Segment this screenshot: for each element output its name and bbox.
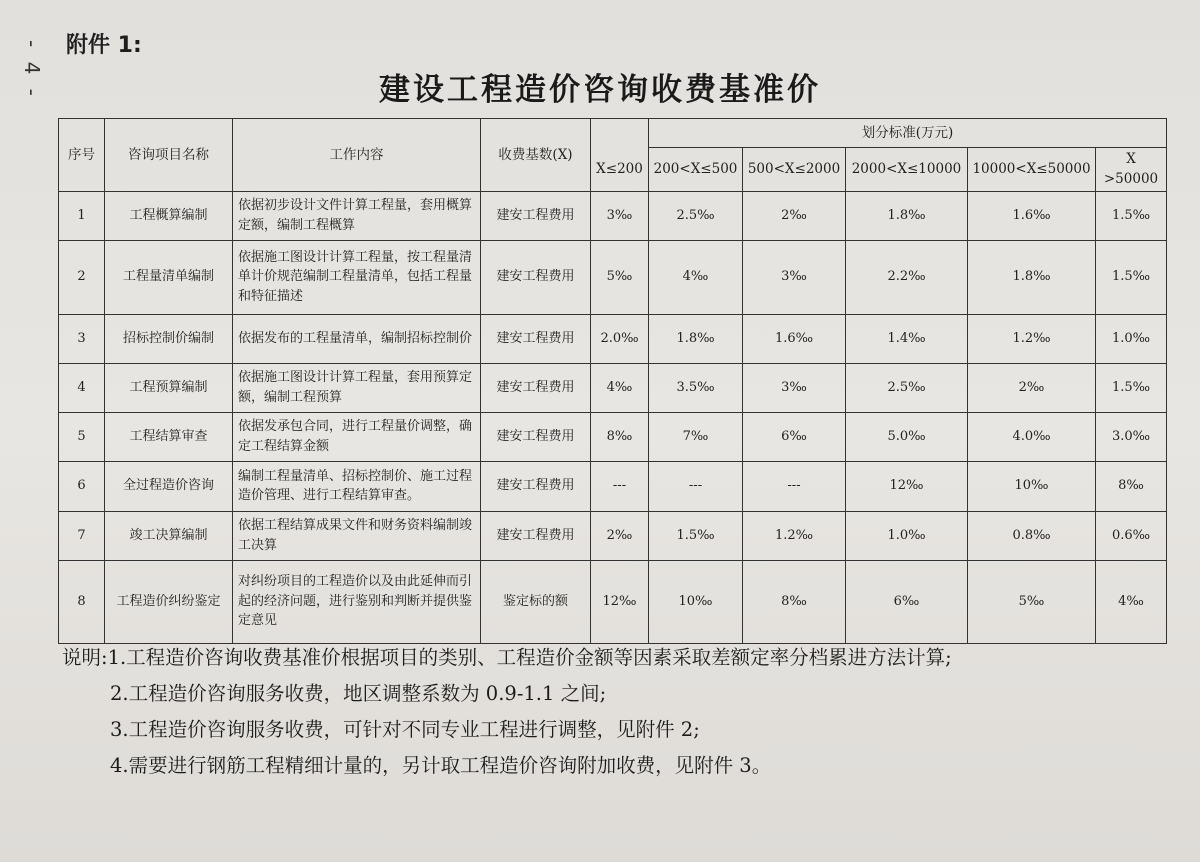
row-rate: 4‰ (591, 363, 649, 412)
row-rate: 1.4‰ (846, 314, 968, 363)
row-rate: 12‰ (591, 560, 649, 643)
note-item: 2.工程造价咨询服务收费，地区调整系数为 0.9-1.1 之间; (110, 682, 607, 705)
header-range: 2000<X≤10000 (846, 148, 968, 192)
table-row (59, 511, 1167, 560)
row-name: 招标控制价编制 (105, 314, 233, 363)
row-rate: 4‰ (1096, 560, 1167, 643)
header-range: 10000<X≤50000 (968, 148, 1096, 192)
row-rate: 8‰ (1096, 461, 1167, 511)
header-standard: 划分标准(万元) (649, 119, 1167, 148)
row-rate: 2.5‰ (649, 191, 743, 240)
row-content: 依据工程结算成果文件和财务资料编制竣工决算 (233, 511, 481, 560)
table-row (59, 314, 1167, 363)
row-seq: 1 (59, 191, 105, 240)
row-rate: --- (591, 461, 649, 511)
row-seq: 2 (59, 240, 105, 314)
row-rate: 8‰ (591, 412, 649, 461)
row-rate: 1.0‰ (1096, 314, 1167, 363)
attachment-label: 附件 1: (66, 33, 142, 58)
note-line (62, 748, 1172, 784)
notes-label: 说明: (62, 646, 108, 669)
row-rate: 0.6‰ (1096, 511, 1167, 560)
row-content: 编制工程量清单、招标控制价、施工过程造价管理、进行工程结算审查。 (233, 461, 481, 511)
table-row (59, 412, 1167, 461)
note-line (62, 712, 1172, 748)
row-rate: 2‰ (591, 511, 649, 560)
row-base: 建安工程费用 (481, 412, 591, 461)
header-content: 工作内容 (233, 119, 481, 192)
row-rate: 6‰ (846, 560, 968, 643)
header-seq: 序号 (59, 119, 105, 192)
row-rate: 1.6‰ (743, 314, 846, 363)
row-rate: 5.0‰ (846, 412, 968, 461)
row-rate: 4.0‰ (968, 412, 1096, 461)
row-rate: 3‰ (591, 191, 649, 240)
row-name: 全过程造价咨询 (105, 461, 233, 511)
row-base: 建安工程费用 (481, 511, 591, 560)
note-item: 1.工程造价咨询收费基准价根据项目的类别、工程造价金额等因素采取差额定率分档累进方法计算; (107, 646, 952, 669)
header-range: X >50000 (1096, 148, 1167, 192)
row-rate: --- (743, 461, 846, 511)
page-title: 建设工程造价咨询收费基准价 (379, 72, 821, 108)
row-base: 建安工程费用 (481, 191, 591, 240)
row-rate: 1.2‰ (968, 314, 1096, 363)
row-base: 建安工程费用 (481, 461, 591, 511)
row-rate: 6‰ (743, 412, 846, 461)
notes (62, 640, 1172, 784)
row-rate: --- (649, 461, 743, 511)
row-rate: 4‰ (649, 240, 743, 314)
table-row (59, 191, 1167, 240)
row-rate: 3.5‰ (649, 363, 743, 412)
page-number: - 4 - (20, 40, 44, 100)
row-rate: 5‰ (591, 240, 649, 314)
note-line (62, 640, 1172, 676)
row-name: 工程结算审查 (105, 412, 233, 461)
note-line (62, 676, 1172, 712)
row-rate: 1.8‰ (846, 191, 968, 240)
row-base: 建安工程费用 (481, 363, 591, 412)
row-rate: 1.5‰ (1096, 363, 1167, 412)
fee-table (58, 118, 1167, 644)
row-rate: 1.5‰ (649, 511, 743, 560)
table-row (59, 240, 1167, 314)
row-content: 依据施工图设计计算工程量，按工程量清单计价规范编制工程量清单，包括工程量和特征描述 (233, 240, 481, 314)
row-seq: 7 (59, 511, 105, 560)
row-rate: 1.8‰ (649, 314, 743, 363)
table-row (59, 560, 1167, 643)
header-blank (591, 119, 649, 148)
row-rate: 2.5‰ (846, 363, 968, 412)
table-row (59, 363, 1167, 412)
row-rate: 1.5‰ (1096, 191, 1167, 240)
row-seq: 5 (59, 412, 105, 461)
row-name: 工程量清单编制 (105, 240, 233, 314)
row-rate: 3‰ (743, 240, 846, 314)
row-base: 建安工程费用 (481, 314, 591, 363)
header-row-1 (59, 119, 1167, 148)
header-range: 500<X≤2000 (743, 148, 846, 192)
row-rate: 1.6‰ (968, 191, 1096, 240)
row-rate: 10‰ (968, 461, 1096, 511)
row-name: 竣工决算编制 (105, 511, 233, 560)
row-seq: 6 (59, 461, 105, 511)
row-name: 工程预算编制 (105, 363, 233, 412)
row-seq: 8 (59, 560, 105, 643)
row-base: 建安工程费用 (481, 240, 591, 314)
row-rate: 2‰ (743, 191, 846, 240)
header-range: 200<X≤500 (649, 148, 743, 192)
row-rate: 2.2‰ (846, 240, 968, 314)
table-row (59, 461, 1167, 511)
row-rate: 7‰ (649, 412, 743, 461)
row-content: 依据发布的工程量清单，编制招标控制价 (233, 314, 481, 363)
row-rate: 1.0‰ (846, 511, 968, 560)
row-seq: 4 (59, 363, 105, 412)
row-rate: 1.5‰ (1096, 240, 1167, 314)
note-item: 3.工程造价咨询服务收费，可针对不同专业工程进行调整，见附件 2; (110, 718, 700, 741)
row-rate: 10‰ (649, 560, 743, 643)
row-rate: 1.8‰ (968, 240, 1096, 314)
header-name: 咨询项目名称 (105, 119, 233, 192)
row-content: 依据初步设计文件计算工程量，套用概算定额，编制工程概算 (233, 191, 481, 240)
row-rate: 2.0‰ (591, 314, 649, 363)
row-content: 对纠纷项目的工程造价以及由此延伸而引起的经济问题，进行鉴别和判断并提供鉴定意见 (233, 560, 481, 643)
row-base: 鉴定标的额 (481, 560, 591, 643)
row-rate: 5‰ (968, 560, 1096, 643)
row-seq: 3 (59, 314, 105, 363)
row-content: 依据发承包合同，进行工程量价调整，确定工程结算金额 (233, 412, 481, 461)
header-range: X≤200 (591, 148, 649, 192)
row-name: 工程造价纠纷鉴定 (105, 560, 233, 643)
row-rate: 8‰ (743, 560, 846, 643)
row-rate: 3.0‰ (1096, 412, 1167, 461)
row-rate: 1.2‰ (743, 511, 846, 560)
row-rate: 3‰ (743, 363, 846, 412)
header-base: 收费基数(X) (481, 119, 591, 192)
row-rate: 0.8‰ (968, 511, 1096, 560)
row-content: 依据施工图设计计算工程量，套用预算定额，编制工程预算 (233, 363, 481, 412)
row-rate: 12‰ (846, 461, 968, 511)
note-item: 4.需要进行钢筋工程精细计量的，另计取工程造价咨询附加收费，见附件 3。 (110, 754, 772, 777)
row-rate: 2‰ (968, 363, 1096, 412)
row-name: 工程概算编制 (105, 191, 233, 240)
